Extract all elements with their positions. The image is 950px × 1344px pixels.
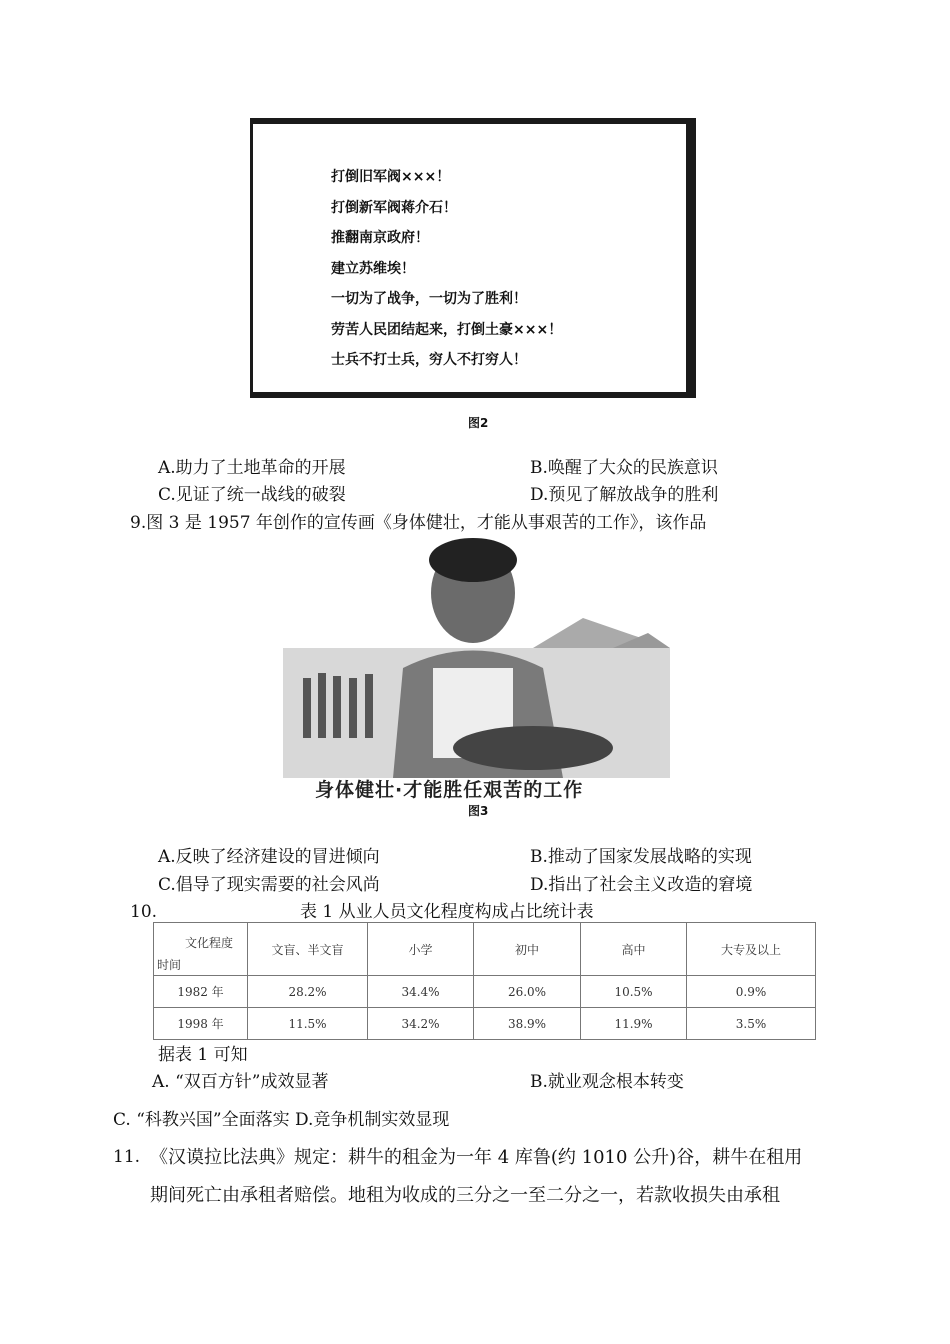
q9-option-d: D.指出了社会主义改造的窘境 — [530, 875, 753, 895]
row-year: 1982 年 — [154, 976, 248, 1008]
slogan: 打倒旧军阀×××！ — [331, 169, 451, 185]
table-cell: 11.9% — [581, 1008, 687, 1040]
table-cell: 26.0% — [474, 976, 581, 1008]
q11-number: 11. — [113, 1147, 141, 1167]
figure-3-caption: 图3 — [468, 804, 489, 818]
table-cell: 38.9% — [474, 1008, 581, 1040]
q10-option-cd: C. “科教兴国”全面落实 D.竞争机制实效显现 — [113, 1110, 450, 1130]
slogan: 打倒新军阀蒋介石！ — [331, 199, 457, 216]
poster-title: 身体健壮·才能胜任艰苦的工作 — [315, 779, 584, 801]
q10-option-a: A. “双百方针”成效显著 — [152, 1072, 329, 1092]
q11-line-2: 期间死亡由承租者赔偿。地租为收成的三分之一至二分之一，若款收损失由承租 — [150, 1185, 780, 1206]
figure-2-poster — [250, 118, 696, 398]
slogan: 一切为了战争，一切为了胜利！ — [331, 291, 527, 307]
slogan: 士兵不打士兵，穷人不打穷人！ — [331, 352, 527, 368]
slogan: 劳苦人民团结起来，打倒土豪×××！ — [331, 321, 563, 338]
worker-illustration — [283, 538, 670, 778]
table-corner-cell — [154, 923, 248, 976]
q8-option-a: A.助力了土地革命的开展 — [158, 458, 346, 478]
table-row — [154, 976, 816, 1008]
column-header: 初中 — [474, 923, 581, 976]
q10-option-b: B.就业观念根本转变 — [530, 1072, 684, 1092]
slogan: 推翻南京政府！ — [331, 230, 429, 246]
q8-option-b: B.唤醒了大众的民族意识 — [530, 458, 718, 478]
q9-option-b: B.推动了国家发展战略的实现 — [530, 847, 752, 867]
table-cell: 34.2% — [368, 1008, 474, 1040]
column-header: 高中 — [581, 923, 687, 976]
figure-3-propaganda-painting — [283, 538, 670, 808]
q9-stem: 9.图 3 是 1957 年创作的宣传画《身体健壮，才能从事艰苦的工作》，该作品 — [130, 513, 707, 533]
table-cell: 11.5% — [248, 1008, 368, 1040]
table-row — [154, 1008, 816, 1040]
column-header: 文盲、半文盲 — [248, 923, 368, 976]
figure-2-caption: 图2 — [468, 416, 489, 430]
corner-bottom-label: 时间 — [157, 958, 182, 972]
education-table — [153, 922, 816, 1040]
q10-prompt: 据表 1 可知 — [158, 1045, 248, 1065]
column-header: 大专及以上 — [687, 923, 816, 976]
q8-option-d: D.预见了解放战争的胜利 — [530, 485, 719, 505]
corner-top-label: 文化程度 — [184, 936, 233, 950]
table-cell: 28.2% — [248, 976, 368, 1008]
table-cell: 34.4% — [368, 976, 474, 1008]
row-year: 1998 年 — [154, 1008, 248, 1040]
q8-option-c: C.见证了统一战线的破裂 — [158, 485, 346, 505]
q9-option-c: C.倡导了现实需要的社会风尚 — [158, 875, 380, 895]
slogan: 建立苏维埃！ — [331, 260, 415, 277]
table-cell: 10.5% — [581, 976, 687, 1008]
q9-option-a: A.反映了经济建设的冒进倾向 — [158, 847, 380, 867]
table-cell: 3.5% — [687, 1008, 816, 1040]
q10-number: 10. — [130, 902, 158, 922]
table-cell: 0.9% — [687, 976, 816, 1008]
table-header-row — [154, 923, 816, 976]
table-title: 表 1 从业人员文化程度构成占比统计表 — [300, 902, 594, 922]
q11-line-1: 《汉谟拉比法典》规定：耕牛的租金为一年 4 库鲁(约 1010 公升)谷，耕牛在租用 — [150, 1147, 803, 1168]
column-header: 小学 — [368, 923, 474, 976]
poster-slogans — [331, 166, 562, 380]
